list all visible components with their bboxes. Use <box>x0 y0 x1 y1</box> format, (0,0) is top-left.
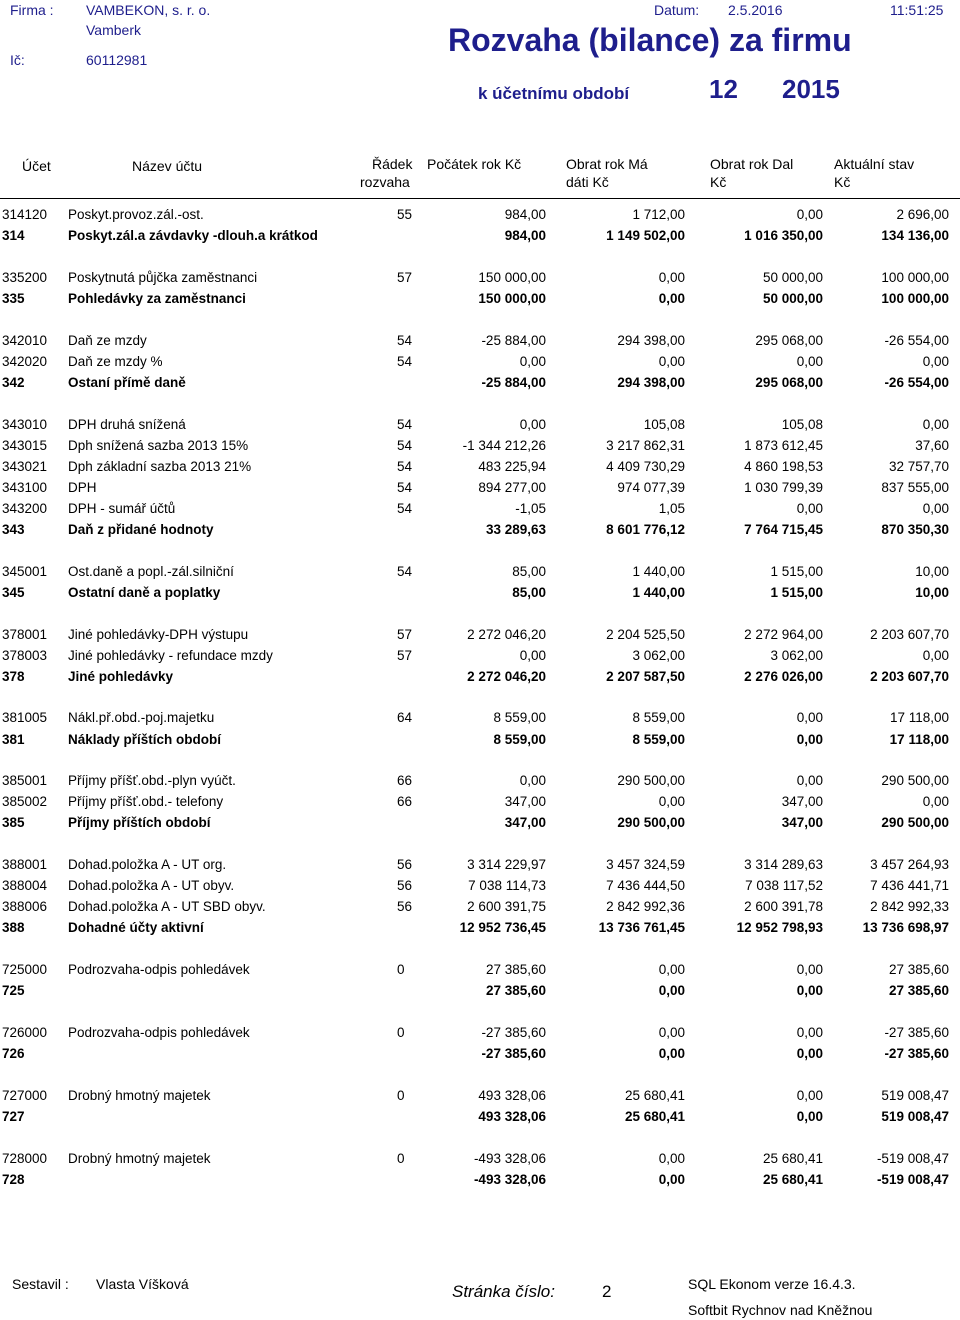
table-row <box>0 354 960 374</box>
table-row <box>0 501 960 521</box>
current-balance: 2 203 607,70 <box>870 627 949 642</box>
firma-name: VAMBEKON, s. r. o. <box>86 2 211 18</box>
opening-balance: 493 328,06 <box>478 1088 546 1103</box>
debit-turnover: 8 559,00 <box>632 732 685 747</box>
credit-turnover: 50 000,00 <box>762 270 823 285</box>
table-row <box>0 480 960 500</box>
table-row <box>0 648 960 668</box>
opening-balance: 2 272 046,20 <box>467 627 546 642</box>
account-number: 343 <box>2 522 25 537</box>
current-balance: 134 136,00 <box>881 228 949 243</box>
account-number: 335 <box>2 291 25 306</box>
debit-turnover: 0,00 <box>658 291 685 306</box>
account-name: Nákl.př.obd.-poj.majetku <box>68 710 215 725</box>
opening-balance: -1,05 <box>515 501 546 516</box>
account-name: Jiné pohledávky <box>68 669 174 684</box>
current-balance: 0,00 <box>922 794 949 809</box>
ic-value: 60112981 <box>86 52 148 68</box>
table-row <box>0 333 960 353</box>
debit-turnover: 1,05 <box>658 501 685 516</box>
debit-turnover: 13 736 761,45 <box>598 920 685 935</box>
debit-turnover: 105,08 <box>643 417 685 432</box>
account-number: 726 <box>2 1046 25 1061</box>
opening-balance: 3 314 229,97 <box>467 857 546 872</box>
credit-turnover: 0,00 <box>796 1046 823 1061</box>
debit-turnover: 974 077,39 <box>617 480 685 495</box>
header-rule <box>0 198 960 199</box>
credit-turnover: 1 016 350,00 <box>744 228 823 243</box>
table-row <box>0 459 960 479</box>
current-balance: 0,00 <box>922 417 949 432</box>
opening-balance: 0,00 <box>519 354 546 369</box>
opening-balance: 8 559,00 <box>493 710 546 725</box>
current-balance: 290 500,00 <box>881 815 949 830</box>
subtotal-row <box>0 1046 960 1066</box>
report-title: Rozvaha (bilance) za firmu <box>448 22 852 58</box>
current-balance: 100 000,00 <box>881 270 949 285</box>
datum-value: 2.5.2016 <box>728 2 783 18</box>
opening-balance: 85,00 <box>512 564 546 579</box>
row-line-number: 54 <box>397 459 413 474</box>
row-line-number: 57 <box>397 270 413 285</box>
credit-turnover: 2 276 026,00 <box>744 669 823 684</box>
row-line-number: 54 <box>397 333 413 348</box>
current-balance: 32 757,70 <box>888 459 949 474</box>
table-row <box>0 773 960 793</box>
current-balance: -519 008,47 <box>876 1172 949 1187</box>
table-row <box>0 857 960 877</box>
account-name: DPH - sumář účtů <box>68 501 176 516</box>
opening-balance: -27 385,60 <box>481 1025 546 1040</box>
opening-balance: 8 559,00 <box>493 732 546 747</box>
row-line-number: 66 <box>397 773 413 788</box>
opening-balance: 347,00 <box>504 815 546 830</box>
current-balance: 0,00 <box>922 648 949 663</box>
row-line-number: 54 <box>397 501 413 516</box>
ic-label: Ič: <box>10 52 25 68</box>
account-name: Příjmy příšť.obd.-plyn vyúčt. <box>68 773 236 788</box>
opening-balance: -27 385,60 <box>481 1046 546 1061</box>
account-number: 342010 <box>2 333 48 348</box>
account-name: Dph snížená sazba 2013 15% <box>68 438 249 453</box>
row-line-number: 55 <box>397 207 413 222</box>
current-balance: 27 385,60 <box>888 983 949 998</box>
account-number: 342020 <box>2 354 48 369</box>
opening-balance: -25 884,00 <box>481 333 546 348</box>
debit-turnover: 4 409 730,29 <box>606 459 685 474</box>
credit-turnover: 105,08 <box>781 417 823 432</box>
opening-balance: 33 289,63 <box>485 522 546 537</box>
debit-turnover: 1 712,00 <box>632 207 685 222</box>
current-balance: 7 436 441,71 <box>870 878 949 893</box>
current-balance: 2 203 607,70 <box>870 669 949 684</box>
col-obrat-ma-sub: dáti Kč <box>566 174 609 190</box>
row-line-number: 56 <box>397 878 413 893</box>
opening-balance: 984,00 <box>504 228 546 243</box>
row-line-number: 56 <box>397 899 413 914</box>
current-balance: 3 457 264,93 <box>870 857 949 872</box>
credit-turnover: 347,00 <box>781 794 823 809</box>
debit-turnover: 8 601 776,12 <box>606 522 685 537</box>
credit-turnover: 25 680,41 <box>762 1151 823 1166</box>
current-balance: 519 008,47 <box>881 1109 949 1124</box>
row-line-number: 66 <box>397 794 413 809</box>
debit-turnover: 2 207 587,50 <box>606 669 685 684</box>
account-name: Ost.daně a popl.-zál.silniční <box>68 564 234 579</box>
debit-turnover: 0,00 <box>658 1046 685 1061</box>
col-ucet: Účet <box>22 158 51 174</box>
current-balance: 27 385,60 <box>888 962 949 977</box>
debit-turnover: 294 398,00 <box>617 333 685 348</box>
row-line-number: 54 <box>397 354 413 369</box>
subtotal-row <box>0 669 960 689</box>
account-number: 388004 <box>2 878 48 893</box>
account-name: Daň ze mzdy <box>68 333 147 348</box>
account-number: 725000 <box>2 962 48 977</box>
account-number: 345001 <box>2 564 48 579</box>
account-name: Ostatní daně a poplatky <box>68 585 221 600</box>
current-balance: 10,00 <box>915 585 949 600</box>
current-balance: 290 500,00 <box>881 773 949 788</box>
credit-turnover: 0,00 <box>796 354 823 369</box>
account-number: 343015 <box>2 438 48 453</box>
debit-turnover: 0,00 <box>658 794 685 809</box>
credit-turnover: 1 873 612,45 <box>744 438 823 453</box>
current-balance: -27 385,60 <box>884 1046 949 1061</box>
account-number: 335200 <box>2 270 48 285</box>
sestavil-value: Vlasta Víšková <box>96 1276 189 1292</box>
table-row <box>0 1088 960 1108</box>
account-name: Daň ze mzdy % <box>68 354 163 369</box>
col-obrat-dal-sub: Kč <box>710 174 727 190</box>
credit-turnover: 0,00 <box>796 773 823 788</box>
table-row <box>0 962 960 982</box>
opening-balance: 0,00 <box>519 417 546 432</box>
row-line-number: 0 <box>397 1151 405 1166</box>
report-header <box>0 0 960 150</box>
credit-turnover: 12 952 798,93 <box>736 920 823 935</box>
subtotal-row <box>0 375 960 395</box>
subtotal-row <box>0 291 960 311</box>
account-name: DPH <box>68 480 97 495</box>
account-name: Dohad.položka A - UT SBD obyv. <box>68 899 266 914</box>
row-line-number: 0 <box>397 1088 405 1103</box>
debit-turnover: 294 398,00 <box>617 375 685 390</box>
row-line-number: 0 <box>397 1025 405 1040</box>
debit-turnover: 0,00 <box>658 983 685 998</box>
software-vendor: Softbit Rychnov nad Kněžnou <box>688 1302 873 1318</box>
row-line-number: 54 <box>397 438 413 453</box>
opening-balance: 150 000,00 <box>478 270 546 285</box>
subtotal-row <box>0 522 960 542</box>
row-line-number: 56 <box>397 857 413 872</box>
account-number: 728000 <box>2 1151 48 1166</box>
opening-balance: -493 328,06 <box>473 1151 546 1166</box>
credit-turnover: 0,00 <box>796 962 823 977</box>
current-balance: 519 008,47 <box>881 1088 949 1103</box>
account-name: Pohledávky za zaměstnanci <box>68 291 246 306</box>
account-number: 314120 <box>2 207 48 222</box>
col-obrat-dal: Obrat rok Dal <box>710 156 794 172</box>
credit-turnover: 25 680,41 <box>762 1172 823 1187</box>
debit-turnover: 1 440,00 <box>632 564 685 579</box>
col-obrat-ma: Obrat rok Má <box>566 156 648 172</box>
opening-balance: 347,00 <box>504 794 546 809</box>
table-row <box>0 438 960 458</box>
debit-turnover: 0,00 <box>658 1151 685 1166</box>
current-balance: 0,00 <box>922 501 949 516</box>
credit-turnover: 50 000,00 <box>762 291 823 306</box>
opening-balance: -25 884,00 <box>481 375 546 390</box>
opening-balance: 0,00 <box>519 648 546 663</box>
account-name: Drobný hmotný majetek <box>68 1151 211 1166</box>
debit-turnover: 1 440,00 <box>632 585 685 600</box>
credit-turnover: 1 515,00 <box>770 585 823 600</box>
credit-turnover: 0,00 <box>796 710 823 725</box>
current-balance: 100 000,00 <box>881 291 949 306</box>
account-name: Dohad.položka A - UT org. <box>68 857 227 872</box>
debit-turnover: 2 842 992,36 <box>606 899 685 914</box>
opening-balance: 483 225,94 <box>478 459 546 474</box>
row-line-number: 0 <box>397 962 405 977</box>
credit-turnover: 0,00 <box>796 732 823 747</box>
account-number: 345 <box>2 585 25 600</box>
account-name: DPH druhá snížená <box>68 417 186 432</box>
debit-turnover: 0,00 <box>658 1172 685 1187</box>
account-name: Příjmy příšť.obd.- telefony <box>68 794 224 809</box>
table-row <box>0 627 960 647</box>
opening-balance: 27 385,60 <box>485 962 546 977</box>
period-label: k účetnímu období <box>478 84 630 103</box>
credit-turnover: 295 068,00 <box>755 333 823 348</box>
account-name: Poskyt.provoz.zál.-ost. <box>68 207 204 222</box>
current-balance: 837 555,00 <box>881 480 949 495</box>
col-radek-sub: rozvaha <box>360 174 410 190</box>
table-row <box>0 564 960 584</box>
debit-turnover: 290 500,00 <box>617 815 685 830</box>
page-label: Stránka číslo: <box>452 1282 555 1301</box>
debit-turnover: 7 436 444,50 <box>606 878 685 893</box>
opening-balance: -493 328,06 <box>473 1172 546 1187</box>
opening-balance: 2 272 046,20 <box>467 669 546 684</box>
page-number: 2 <box>602 1282 612 1301</box>
account-name: Poskytnutá půjčka zaměstnanci <box>68 270 258 285</box>
account-name: Dohadné účty aktivní <box>68 920 204 935</box>
col-radek: Řádek <box>372 156 413 172</box>
account-number: 727 <box>2 1109 25 1124</box>
table-row <box>0 794 960 814</box>
account-number: 378001 <box>2 627 48 642</box>
opening-balance: 85,00 <box>512 585 546 600</box>
credit-turnover: 0,00 <box>796 983 823 998</box>
table-row <box>0 270 960 290</box>
row-line-number: 57 <box>397 648 413 663</box>
subtotal-row <box>0 920 960 940</box>
table-row <box>0 710 960 730</box>
account-number: 728 <box>2 1172 25 1187</box>
current-balance: 0,00 <box>922 354 949 369</box>
col-aktualni: Aktuální stav <box>834 156 915 172</box>
current-balance: 2 842 992,33 <box>870 899 949 914</box>
account-number: 385002 <box>2 794 48 809</box>
account-number: 314 <box>2 228 25 243</box>
table-row <box>0 878 960 898</box>
debit-turnover: 8 559,00 <box>632 710 685 725</box>
current-balance: 37,60 <box>915 438 949 453</box>
current-balance: -519 008,47 <box>876 1151 949 1166</box>
account-name: Podrozvaha-odpis pohledávek <box>68 962 250 977</box>
credit-turnover: 347,00 <box>781 815 823 830</box>
credit-turnover: 2 600 391,78 <box>744 899 823 914</box>
firma-label: Firma : <box>10 2 54 18</box>
account-number: 378 <box>2 669 25 684</box>
subtotal-row <box>0 1109 960 1129</box>
current-balance: 870 350,30 <box>881 522 949 537</box>
account-number: 343200 <box>2 501 48 516</box>
credit-turnover: 0,00 <box>796 1109 823 1124</box>
datum-label: Datum: <box>654 2 700 18</box>
subtotal-row <box>0 228 960 248</box>
account-number: 343100 <box>2 480 48 495</box>
account-name: Jiné pohledávky-DPH výstupu <box>68 627 249 642</box>
credit-turnover: 295 068,00 <box>755 375 823 390</box>
sestavil-label: Sestavil : <box>12 1276 69 1292</box>
current-balance: 10,00 <box>915 564 949 579</box>
debit-turnover: 2 204 525,50 <box>606 627 685 642</box>
subtotal-row <box>0 732 960 752</box>
account-name: Dph základní sazba 2013 21% <box>68 459 252 474</box>
debit-turnover: 0,00 <box>658 354 685 369</box>
credit-turnover: 7 764 715,45 <box>744 522 823 537</box>
credit-turnover: 1 030 799,39 <box>744 480 823 495</box>
account-number: 385001 <box>2 773 48 788</box>
current-balance: 13 736 698,97 <box>862 920 949 935</box>
table-row <box>0 1025 960 1045</box>
opening-balance: 12 952 736,45 <box>459 920 546 935</box>
opening-balance: 493 328,06 <box>478 1109 546 1124</box>
account-name: Drobný hmotný majetek <box>68 1088 211 1103</box>
current-balance: 17 118,00 <box>889 710 949 725</box>
account-name: Náklady příštích období <box>68 732 222 747</box>
current-balance: 17 118,00 <box>889 732 949 747</box>
period-year: 2015 <box>782 74 840 104</box>
account-number: 381005 <box>2 710 48 725</box>
table-row <box>0 207 960 227</box>
debit-turnover: 290 500,00 <box>617 773 685 788</box>
credit-turnover: 0,00 <box>796 1088 823 1103</box>
credit-turnover: 4 860 198,53 <box>744 459 823 474</box>
credit-turnover: 2 272 964,00 <box>744 627 823 642</box>
account-name: Jiné pohledávky - refundace mzdy <box>68 648 273 663</box>
opening-balance: 2 600 391,75 <box>467 899 546 914</box>
opening-balance: 0,00 <box>519 773 546 788</box>
account-number: 385 <box>2 815 25 830</box>
debit-turnover: 25 680,41 <box>624 1109 685 1124</box>
account-number: 388001 <box>2 857 48 872</box>
account-number: 725 <box>2 983 25 998</box>
account-name: Dohad.položka A - UT obyv. <box>68 878 235 893</box>
opening-balance: 27 385,60 <box>485 983 546 998</box>
credit-turnover: 3 314 289,63 <box>744 857 823 872</box>
subtotal-row <box>0 585 960 605</box>
opening-balance: 150 000,00 <box>478 291 546 306</box>
firma-city: Vamberk <box>86 22 141 38</box>
row-line-number: 54 <box>397 564 413 579</box>
software-version: SQL Ekonom verze 16.4.3. <box>688 1276 856 1292</box>
row-line-number: 64 <box>397 710 413 725</box>
current-balance: -26 554,00 <box>884 375 949 390</box>
opening-balance: -1 344 212,26 <box>462 438 546 453</box>
debit-turnover: 3 062,00 <box>632 648 685 663</box>
account-number: 381 <box>2 732 25 747</box>
table-row <box>0 1151 960 1171</box>
account-name: Ostaní přímě daně <box>68 375 186 390</box>
opening-balance: 7 038 114,73 <box>468 878 546 893</box>
debit-turnover: 3 457 324,59 <box>606 857 685 872</box>
account-name: Příjmy příštích období <box>68 815 211 830</box>
credit-turnover: 7 038 117,52 <box>745 878 823 893</box>
credit-turnover: 0,00 <box>796 207 823 222</box>
table-row <box>0 899 960 919</box>
account-number: 388 <box>2 920 25 935</box>
period-month: 12 <box>709 74 738 104</box>
debit-turnover: 0,00 <box>658 962 685 977</box>
account-number: 342 <box>2 375 25 390</box>
account-number: 726000 <box>2 1025 48 1040</box>
row-line-number: 54 <box>397 480 413 495</box>
credit-turnover: 0,00 <box>796 501 823 516</box>
debit-turnover: 25 680,41 <box>624 1088 685 1103</box>
col-aktualni-sub: Kč <box>834 174 851 190</box>
account-number: 727000 <box>2 1088 48 1103</box>
account-number: 378003 <box>2 648 48 663</box>
account-number: 343010 <box>2 417 48 432</box>
credit-turnover: 1 515,00 <box>770 564 823 579</box>
debit-turnover: 0,00 <box>658 270 685 285</box>
time-value: 11:51:25 <box>890 2 944 18</box>
opening-balance: 984,00 <box>504 207 546 222</box>
row-line-number: 57 <box>397 627 413 642</box>
subtotal-row <box>0 983 960 1003</box>
account-name: Poskyt.zál.a závdavky -dlouh.a krátkod <box>68 228 318 243</box>
table-row <box>0 417 960 437</box>
col-pocatek: Počátek rok Kč <box>427 156 522 172</box>
credit-turnover: 3 062,00 <box>770 648 823 663</box>
subtotal-row <box>0 1172 960 1192</box>
row-line-number: 54 <box>397 417 413 432</box>
account-number: 388006 <box>2 899 48 914</box>
debit-turnover: 0,00 <box>658 1025 685 1040</box>
debit-turnover: 1 149 502,00 <box>606 228 685 243</box>
current-balance: -27 385,60 <box>884 1025 949 1040</box>
account-name: Daň z přidané hodnoty <box>68 522 214 537</box>
subtotal-row <box>0 815 960 835</box>
opening-balance: 894 277,00 <box>478 480 546 495</box>
account-number: 343021 <box>2 459 48 474</box>
current-balance: -26 554,00 <box>884 333 949 348</box>
col-nazev: Název účtu <box>132 158 203 174</box>
debit-turnover: 3 217 862,31 <box>606 438 685 453</box>
current-balance: 2 696,00 <box>896 207 949 222</box>
credit-turnover: 0,00 <box>796 1025 823 1040</box>
account-name: Podrozvaha-odpis pohledávek <box>68 1025 250 1040</box>
